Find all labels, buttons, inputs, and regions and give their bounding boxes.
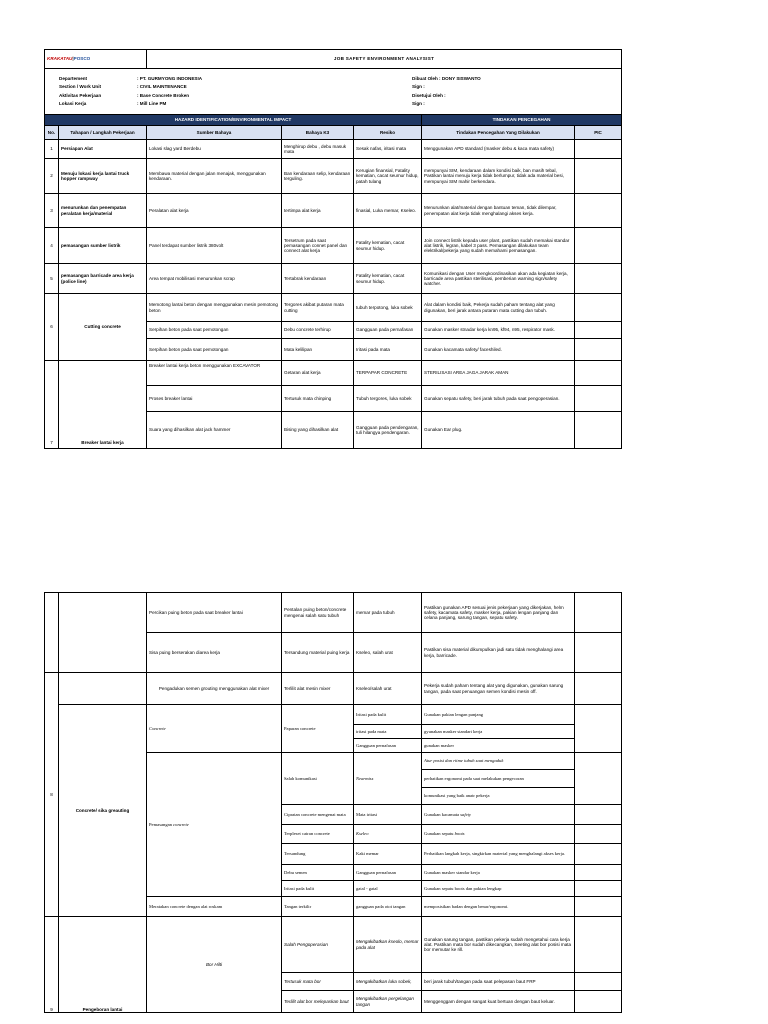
row-bahaya: Paparan concrete <box>282 705 354 753</box>
col-tahapan: Tahapan / Langkah Pekerjaan <box>59 126 147 140</box>
row-tahapan: Concrete/ sika greauting <box>59 705 147 917</box>
row-tahapan: Breaker lantai kerja <box>59 361 147 449</box>
row-resiko: Iritasi pada mata <box>354 339 422 361</box>
table-row <box>45 194 622 228</box>
pemasangan-label: Pemasangan <box>149 821 174 827</box>
row-pic <box>575 865 622 881</box>
row-bahaya: Tertusuk mata chinping <box>282 386 354 412</box>
row-tindakan: Pekerja sudah paham tentang alat yang digunakan, gunakan sarung tangan, pada saat penuangan semen kondisi mesin off. <box>422 673 575 705</box>
col-no: No. <box>45 126 59 140</box>
row-pic <box>575 673 622 705</box>
row-bahaya: Tersandung material puing kerja <box>282 633 354 673</box>
row-pic <box>575 881 622 897</box>
table-row <box>45 705 622 725</box>
row-pic <box>575 973 622 991</box>
row-sumber: Area tempat mobilisasi menurunkan scrap <box>147 264 282 294</box>
row-sumber: Serpihan beton pada saat pemotongan <box>147 339 282 361</box>
row-bahaya: Debu concrete terhirup <box>282 322 354 339</box>
row-pic <box>575 264 622 294</box>
row-sumber: Bor Hilti <box>147 917 282 1013</box>
row-pic <box>575 991 622 1013</box>
row-no: 5 <box>45 264 59 294</box>
row-bahaya: Salah komunikasi <box>282 753 354 805</box>
pemasangan-label-italic: concrete <box>173 821 189 827</box>
row-bahaya: Mata kelilipan <box>282 339 354 361</box>
row-tindakan: gyunakan masker standart kerja <box>422 725 575 739</box>
col-pic: PIC <box>575 126 622 140</box>
row-resiko: Kseleo, salah urat <box>354 633 422 673</box>
row-bahaya: Tersandung <box>282 844 354 865</box>
row-tahapan: pemasangan sumber listrik <box>59 228 147 264</box>
info-signature: Sign : <box>412 101 425 106</box>
row-resiko: Mengakibatkan pergelangan tangan <box>354 991 422 1013</box>
row-resiko: Gangguan pernafasan <box>354 739 422 753</box>
row-sumber: Breaker lantai kerja beton menggunakan EXCAVATOR <box>147 361 282 386</box>
row-pic <box>575 897 622 917</box>
info-label: Aktivitas Pekerjaan <box>59 92 102 98</box>
row-tindakan: Menurunkan alat/material dengan bantuan teman, tidak dilempar, penempatan alat kerja tidak menghalangi akses kerja. <box>422 194 575 228</box>
row-pic <box>575 322 622 339</box>
row-bahaya: Menghirup debu , debu masuk mata <box>282 140 354 159</box>
row-no: 3 <box>45 194 59 228</box>
logo-separator: | <box>72 56 74 62</box>
row-bahaya: tertimpa alat kerja <box>282 194 354 228</box>
row-tindakan: mempunyai SIM, kendaraan dalam kondisi baik, ban masih tebal, Pastikan lantai menuju kerja tidak berlumpur, tidak ada material besi, mempunyai SIM mahir berkendara. <box>422 159 575 194</box>
row-bahaya: Iritasi pada kulit <box>282 881 354 897</box>
row-tindakan: Gunakan masker stnadar kerja kn95, kf94, n95, respirator mask. <box>422 322 575 339</box>
row-tindakan: Pastikan sisa material dikumpulkan jadi satu tidak menghalangi area kerja, barricade. <box>422 633 575 673</box>
row-resiko: Sesak nafas, iritasi mata <box>354 140 422 159</box>
row-resiko: Gangguan pernafasan <box>354 865 422 881</box>
row-pic <box>575 339 622 361</box>
row-tindakan: Gunakan masker standar kerja <box>422 865 575 881</box>
row-no: 8 <box>45 673 59 917</box>
row-tahapan: Cutting concrete <box>59 294 147 361</box>
info-signature: Sign : <box>412 84 425 89</box>
row-tindakan: perhatikan ergonomi pada saat melakukan pengecoran <box>422 770 575 788</box>
row-bahaya: Cipratan concrete mengenai mata <box>282 805 354 825</box>
row-pic <box>575 593 622 633</box>
row-pic <box>575 805 622 825</box>
row-bahaya: Tertusuk mata bor <box>282 973 354 991</box>
hazard-section-heading: HAZARD IDENTIFICATION/ENVIRONMENTAL IMPACT <box>45 115 422 126</box>
table-row <box>45 264 622 294</box>
row-pic <box>575 705 622 753</box>
row-bahaya: Terlilit alat bor melepaskan baut <box>282 991 354 1013</box>
row-pic <box>575 633 622 673</box>
row-tindakan: gunakan masker <box>422 739 575 753</box>
row-bahaya: Ban kendaraan selip, kendaraan terguling. <box>282 159 354 194</box>
row-bahaya: Tangan terkilir <box>282 897 354 917</box>
row-tindakan: Gunakan sepatu safety, beri jarak tubuh pada saat pengoperasian. <box>422 386 575 412</box>
row-pic <box>575 140 622 159</box>
row-resiko: Mengakibatkan kseolo, memar pada alat <box>354 917 422 973</box>
row-tindakan <box>422 825 575 844</box>
info-value: : PT. GURMYONG INDONESIA <box>137 75 203 81</box>
row-pic <box>575 194 622 228</box>
table-row <box>45 917 622 973</box>
row-sumber: Peralatan alat kerja <box>147 194 282 228</box>
row-bahaya: Bising yang dihasilkan alat <box>282 412 354 449</box>
row-bahaya: Terpleset cairan concrete <box>282 825 354 844</box>
row-resiko: TERPAPAR CONCRETE <box>354 361 422 386</box>
row-sumber: Pengadukan semen grouting menggunakan alat mixer <box>147 673 282 705</box>
row-resiko: Kerugian finansial, Fatality kematian, cacat seumur hidup, patah tulang <box>354 159 422 194</box>
row-resiko: memar pada tubuh <box>354 593 422 633</box>
row-tindakan: beri jarak tubuh/tangan pada saat pelepasan baut FRP <box>422 973 575 991</box>
logo <box>45 50 147 69</box>
table-row <box>45 228 622 264</box>
row-resiko: Tubuh tergores, luka sobek <box>354 386 422 412</box>
row-resiko: iritasi pada mata <box>354 725 422 739</box>
info-value: : Base Concrete Broken <box>137 92 190 98</box>
row-tindakan: Join connect listrik kepada user plant, pastikan sudah memakai standar alat listrik, legran, kabel 3 pass. Pemasangan dilakukan team elektrikal/pekerja yang sudah memahami pemasangan. <box>422 228 575 264</box>
row-no: 4 <box>45 228 59 264</box>
row-bahaya: Salah Pengoperasian <box>282 917 354 973</box>
row-bahaya: Tersetrum pada saat pemasangan connet panel dan connect alat kerja <box>282 228 354 264</box>
logo-krakatau: KRAKATAU <box>47 56 73 62</box>
table-row <box>45 294 622 322</box>
row-resiko: gatal - gatal <box>354 881 422 897</box>
row-tindakan: Gunakan Ear plug. <box>422 412 575 449</box>
row-resiko: gangguan pada otot tangan <box>354 897 422 917</box>
row-tindakan: Pastikan gunakan APD sesuai jenis pekerjaan yang dikerjakan, helm safety, kacamata safety, masker kerja, pakian lengan panjang dan celana panjang, sarung tangan, sepatu safety. <box>422 593 575 633</box>
row-sumber: Membawa material dengan jalan menajak, menggunakan kendaraan. <box>147 159 282 194</box>
row-pic <box>575 825 622 844</box>
row-tindakan: Alat dalam kondisi baik, Pekerja sudah paham tentang alat yang digunakan, beri jarak antara putaran mata cutting dan tubuh. <box>422 294 575 322</box>
info-label: Section / Work Unit <box>59 84 102 89</box>
row-pic <box>575 753 622 805</box>
row-resiko: Nearmiss <box>354 753 422 805</box>
tindakan-text: Gunakan kacamata <box>424 811 461 817</box>
column-header-row <box>45 126 622 140</box>
tindakan-text-italic: safety <box>460 811 471 817</box>
col-bahaya-k3: Bahaya K3 <box>282 126 354 140</box>
row-tindakan: Komunikasi dengan User mengkoordinasikan akan ada kegiatan kerja, barricade area pastikan sterilisasi, pemberian warning sign/safety watcher. <box>422 264 575 294</box>
tindakan-text: Gunakan sepatu <box>424 831 455 837</box>
row-bahaya: Tertabrak kendaraan <box>282 264 354 294</box>
row-resiko: Kseleo <box>354 825 422 844</box>
row-tindakan: STERILISASI AREA JAGA JARAK AMAN <box>422 361 575 386</box>
info-row <box>45 100 621 109</box>
table-row <box>45 361 622 386</box>
row-sumber: Concrete <box>147 705 282 753</box>
row-tindakan <box>422 805 575 825</box>
row-tindakan: komunikasi yang baik anatr pekerja <box>422 788 575 805</box>
row-resiko: finasial, Luka memar, Kseleo. <box>354 194 422 228</box>
row-bahaya: Terlilit alat mesin mixer <box>282 673 354 705</box>
row-tindakan: memposisikan badan dengan benar/ergonomi. <box>422 897 575 917</box>
col-resiko: Resiko <box>354 126 422 140</box>
table-row <box>45 673 622 705</box>
info-label: Departement <box>59 75 88 81</box>
row-tahapan: menurunkan dan penempatan peralatan kerja/material <box>59 194 147 228</box>
row-resiko: Iritasi pada kulit <box>354 705 422 725</box>
row-no: 9 <box>45 917 59 1013</box>
info-signature: Disetujui Oleh : <box>412 92 446 98</box>
row-resiko: Kaki memar <box>354 844 422 865</box>
row-resiko: Kseleo/salah urat <box>354 673 422 705</box>
info-block <box>45 69 622 115</box>
row-no <box>45 593 59 673</box>
row-bahaya: Debu semen <box>282 865 354 881</box>
row-tindakan: Menggenggam dengan sangat kuat bertuan dengan baut keluar. <box>422 991 575 1013</box>
row-tahapan: Menuju lokasi kerja lantai truck hopper rampway <box>59 159 147 194</box>
row-tindakan: Gunakan kacamata safety/ faceshiled. <box>422 339 575 361</box>
row-tindakan: Atur posisi dan ritme tubuh saat mengaduk <box>422 753 575 770</box>
row-tahapan <box>59 593 147 673</box>
row-sumber: Percikan puing beton pada saat breaker lantai <box>147 593 282 633</box>
row-tindakan: Perhatikan langkah kerja, singkirkan material yang menghalangi akses kerja. <box>422 844 575 865</box>
row-resiko: tubuh terpotong, luka sobek <box>354 294 422 322</box>
row-no: 6 <box>45 294 59 361</box>
document-title: JOB SAFETY ENVIRONMENT ANALYSIST <box>147 50 622 69</box>
row-sumber: Meratakan concrete dengan alat roskam <box>147 897 282 917</box>
table-row <box>45 140 622 159</box>
info-row <box>45 92 621 101</box>
row-resiko: Gangguan pada pernafasan <box>354 322 422 339</box>
row-sumber <box>147 753 282 897</box>
row-sumber: Panel terdapat sumber listrik 380volt <box>147 228 282 264</box>
info-value: : CIVIL MAINTENANCE <box>137 84 187 89</box>
row-sumber: Serpihan beton pada saat pemotongan <box>147 322 282 339</box>
row-pic <box>575 228 622 264</box>
row-pic <box>575 386 622 412</box>
row-pic <box>575 412 622 449</box>
row-resiko: Gangguan pada pendengaran, tuli hilangya pendengaran. <box>354 412 422 449</box>
row-no: 1 <box>45 140 59 159</box>
row-tahapan: Persiapan Alat <box>59 140 147 159</box>
info-value: : Mill Line PM <box>137 101 167 106</box>
info-label: Lokasi Kerja <box>59 101 87 106</box>
row-tahapan: Pengeboran lantai <box>59 917 147 1013</box>
row-resiko: Fatality kematian, cacat seumur hidup. <box>354 264 422 294</box>
row-no: 2 <box>45 159 59 194</box>
row-bahaya: Pentalan puing beton/concrete mengenai salah satu tubuh <box>282 593 354 633</box>
info-row <box>45 75 621 84</box>
tindakan-text-italic: boots <box>454 831 465 837</box>
row-tahapan: pemasangan barricade area kerja (police line) <box>59 264 147 294</box>
row-tindakan: Gunakan sarung tangan, pastikan pekerja sudah mengetahui cara kerja alat. Pastikan mata bor sudah dikecangkan, Seeting alat bor posisi mata bor memutar ke rill. <box>422 917 575 973</box>
row-sumber: Suara yang dihasilkan alat jack hammer <box>147 412 282 449</box>
table-row <box>45 159 622 194</box>
row-sumber: Proses breaker lantai <box>147 386 282 412</box>
row-resiko: Mata iritasi <box>354 805 422 825</box>
info-row <box>45 83 621 92</box>
jsea-table-page2 <box>44 592 622 1013</box>
row-tahapan <box>59 673 147 705</box>
col-sumber-bahaya: Sumber Bahaya <box>147 126 282 140</box>
row-pic <box>575 294 622 322</box>
row-bahaya: Getaran alat kerja <box>282 361 354 386</box>
row-resiko: Fatality kematian, cacat seumur hidup. <box>354 228 422 264</box>
row-bahaya: Tergores akibat putaran mata cutting <box>282 294 354 322</box>
row-pic <box>575 361 622 386</box>
row-resiko: Mengakibatkan luka sobek, <box>354 973 422 991</box>
table-row <box>45 593 622 633</box>
row-tindakan: Gunakan sepatu boots dan pakian lengkap <box>422 881 575 897</box>
jsea-table-page1 <box>44 49 622 449</box>
row-sumber: Memotong lantai beton dengan menggunakan mesin pemotong beton <box>147 294 282 322</box>
row-tindakan: Menggunakan APD standard (masker debu & kaca mata safety) <box>422 140 575 159</box>
info-signature: Dibuat Oleh : DONY SISWANTO <box>412 75 481 81</box>
row-tindakan: Gunakan pakian lengan panjang <box>422 705 575 725</box>
row-pic <box>575 844 622 865</box>
row-sumber: Lokasi slag yard Berdebu <box>147 140 282 159</box>
tindakan-section-heading: TINDAKAN PENCEGAHAN <box>422 115 622 126</box>
logo-posco: POSCO <box>73 56 91 62</box>
row-pic <box>575 917 622 973</box>
row-sumber: Sisa puing berserakan diarea kerja <box>147 633 282 673</box>
row-pic <box>575 159 622 194</box>
row-no: 7 <box>45 361 59 449</box>
col-tindakan: Tindakan Pencegahan Yang Dilakukan <box>422 126 575 140</box>
